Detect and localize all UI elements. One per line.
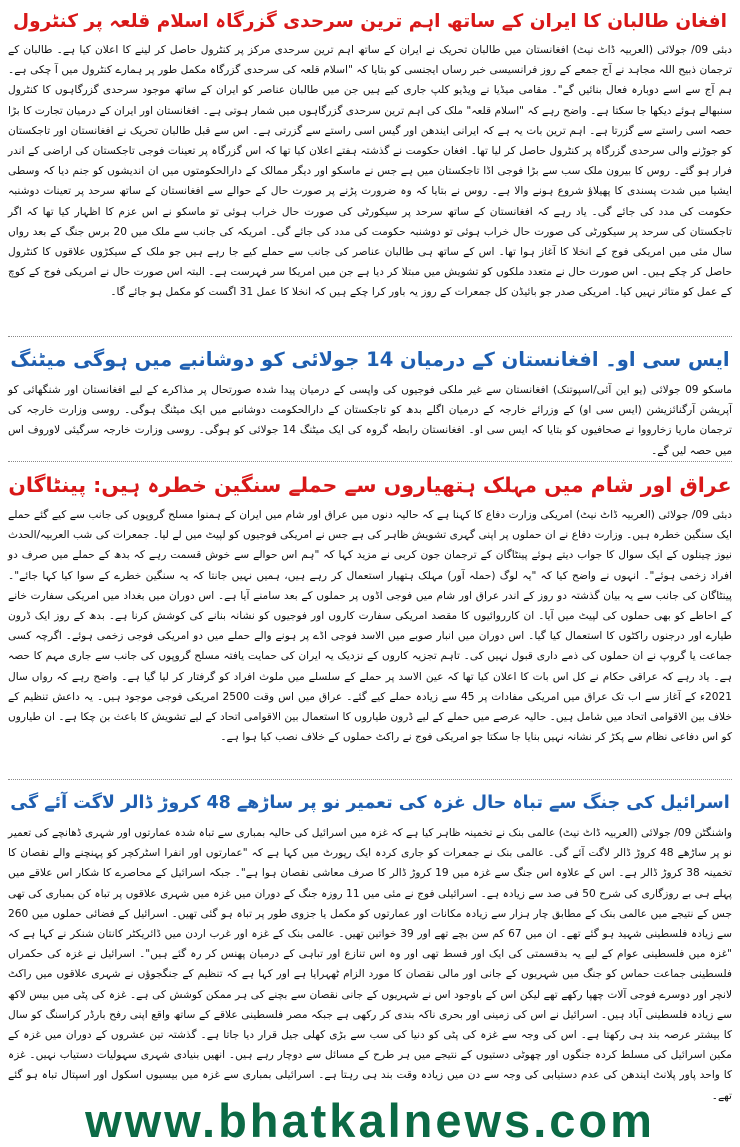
article-gaza-reconstruction [8, 783, 733, 1102]
article-headline: افغان طالبان کا ایران کے ساتھ اہم ترین سرحدی گزرگاہ اسلام قلعہ پر کنٹرول [13, 11, 727, 32]
divider [8, 779, 732, 780]
divider [8, 461, 732, 462]
article-headline: اسرائیل کی جنگ سے تباہ حال غزہ کی تعمیر نو پر ساڑھے 48 کروڑ ڈالر لاگت آئے گی [10, 793, 730, 813]
article-body: واشنگٹن 09/ جولائی (العربیہ ڈاٹ نیٹ) عالمی بنک نے تخمینہ ظاہر کیا ہے کہ غزہ میں اسرائیل کی حالیہ بمباری سے تباہ شدہ عمارتوں اور شہری ڈھانچے کی تعمیر نو پر ساڑھے 48 کروڑ ڈالر لاگت آئے گی۔ عالمی بنک نے جمعرات کو جاری کردہ ایک رپورٹ میں کہا ہے کہ "عمارتوں اور انفرا اسٹرکچر کو پہنچنے والے نقصان کا تخمینہ 38 کروڑ ڈالر ہے۔ اس کے علاوہ اس جنگ سے غزہ میں 19 کروڑ ڈالر کا صرف معاشی نقصان ہوا ہے"۔ جبکہ اسرائیل کے محاصرے کا شکار اس علاقے میں پہلے ہی بے روزگاری کی شرح 50 فی صد سے زیادہ ہے۔ اسرائیلی فوج نے مئی میں 11 روزہ جنگ کے دوران میں غزہ میں شہری علاقوں پر تباہ کن بمباری کی تھی جس کے نتیجے میں عالمی بنک کے مطابق چار ہزار سے زیادہ مکانات اور عمارتوں کو مکمل یا جزوی طور پر تباہ ہو گئی تھیں۔ اسرائیل کے فضائی حملوں میں 260 سے زیادہ فلسطینی شہید ہو گئے تھے۔ ان میں 67 کم سن بچے تھے اور 39 خواتین تھیں۔ عالمی بنک کے غزہ اور غرب اردن میں ڈائریکٹر کانتان شنکر نے کہا ہے کہ "غزہ میں فلسطینی عوام کے لیے یہ بدقسمتی کی ایک اور قسط تھی اور وہ اس تنازع اور تباہی کے درمیان پھنس کر رہ گئے ہیں"۔ اسرائیل نے غزہ کی حکمراں فلسطینی جماعت حماس کو جنگ میں شہریوں کے جانی اور مالی نقصان کا مورد الزام ٹھہرایا ہے اور کہا ہے کہ تنظیم کے جنگجوؤں نے شہری علاقوں میں راکٹ لانچر اور دوسرے فوجی آلات چھپا رکھے تھے لیکن اس کے باوجود اس نے شہریوں کے جانی نقصان سے بچنے کی ہر ممکن کوشش کی ہے۔ غزہ کی پٹی میں بیس لاکھ سے زیادہ فلسطینی آباد ہیں۔ اسرائیل نے اس کی زمینی اور بحری ناکہ بندی کر رکھی ہے جبکہ مصر فلسطینی علاقے کے ساتھ واقع اپنی رفح بارڈر کراسنگ کو سال کا بیشتر عرصہ بند ہی رکھتا ہے۔ اس کی وجہ سے غزہ کی پٹی کو دنیا کی سب سے بڑی کھلی جیل قرار دیا جاتا ہے۔ گذشتہ تین عشروں کے دوران میں غزہ کے مکین اسرائیل کی مسلط کردہ جنگوں اور چھوٹی دستیوں کے نتیجے میں ہر طرح کے مسائل سے دوچار رہے ہیں۔ انھیں بنیادی شہری سہولیات دستیاب نہیں۔ غزہ کا واحد پاور پلانٹ ایندھن کی عدم دستیابی کی وجہ سے دن میں زیادہ وقت بند ہی رہتا ہے۔ اسرائیلی بمباری سے غزہ میں بیسیوں اسکول اور اسپتال تباہ ہو گئے تھے۔ [8, 827, 733, 1102]
article-pentagon-iraq-syria [8, 465, 732, 795]
site-watermark: www.bhatkalnews.com [85, 1094, 655, 1147]
article-body: دبئی 09/ جولائی (العربیہ ڈاٹ نیٹ) امریکی وزارت دفاع کا کہنا ہے کہ حالیہ دنوں میں عراق اور شام میں ایران کے ہمنوا مسلح گروپوں کی جانب سے کیے گئے حملے ایک سنگین خطرہ ہیں۔ وزارت دفاع نے ان حملوں پر اپنی گہری تشویش ظاہر کی ہے جس نے امریکی فوجیوں کو لپیٹ میں لے لیا۔ جمعرات کی شب العربیہ/الحدث نیوز چینلوں کے ایک سوال کا جواب دیتے ہوئے پینٹاگان کے ترجمان جون کربی نے مزید کہا کہ "ہم اس حوالے سے خوش قسمت رہے کہ بدھ کے حملے میں صرف دو افراد زخمی ہوئے"۔ انہوں نے واضح کیا کہ "یہ لوگ (حملہ آور) مہلک ہتھیار استعمال کر رہے ہیں، ہمیں نہیں جانتا کہ یہ سنگین خطرے کے سوا کیا کہا جائے"۔ پینٹاگان کی جانب سے یہ بیان گذشتہ دو روز کے اندر عراق اور شام میں فوجی اڈوں پر حملوں کے بعد سامنے آیا ہے۔ اس دوران میں بغداد میں امریکی سفارت خانے کے احاطے کو بھی حملوں کی لپیٹ میں آیا۔ ان کارروائیوں کا مقصد امریکی سفارت کاروں اور فوجیوں کو نشانہ بنانے کی کوشش کرنا ہے۔ بدھ کے روز ایک ڈرون طیارے اور درجنوں راکٹوں کا استعمال کیا گیا۔ اس دوران میں انبار صوبے میں الاسد فوجی اڈے پر ہونے والے حملے میں دو امریکی فوجی زخمی ہوئے۔ اگرچہ کسی جماعت یا گروپ نے ان حملوں کی ذمے داری قبول نہیں کی۔ تاہم تجزیہ کاروں کے نزدیک یہ ایران کی حمایت یافتہ مسلح گروپوں کی جانب سے جاری مہم کا حصہ ہے۔ یاد رہے کہ عراقی حکام نے کل اس بات کا اعلان کیا تھا کہ عین الاسد پر حملے کے سلسلے میں ملوث افراد کو گرفتار کر لیا گیا ہے۔ واضح رہے کہ رواں سال 2021ء کے آغاز سے اب تک عراق میں امریکی مفادات پر 45 سے زیادہ حملے کیے گئے۔ عراق میں اس وقت 2500 امریکی فوجی موجود ہیں۔ یہ داعش تنظیم کے خلاف بین الاقوامی اتحاد میں شامل ہیں۔ حالیہ عرصے میں حملے کے لیے ڈرون طیاروں کا استعمال بین الاقوامی اتحاد کے لیے تشویش کا باعث بن چکا ہے۔ ان طیاروں کو اس دفاعی نظام سے پکڑ کر نشانہ نہیں بنایا جا سکتا جو امریکی فوج نے راکٹ حملوں کے خلاف نصب کیا ہوا ہے۔ [8, 509, 733, 744]
article-taliban-islam-qala [8, 4, 732, 330]
article-sco-afghanistan [8, 340, 732, 470]
article-headline: ایس سی او۔ افغانستان کے درمیان 14 جولائی کو دوشانبے میں ہوگی میٹنگ [10, 348, 730, 371]
divider [8, 336, 732, 337]
article-body: ماسکو 09 جولائی (یو این آئی/اسپوتنک) افغانستان سے غیر ملکی فوجیوں کی واپسی کے درمیان پیدا شدہ صورتحال پر مذاکرے کے لیے افغانستان اور شنگھائی کو آپریشن آرگنائزیشن (ایس سی او) کے وزرائے خارجہ کے درمیان اگلے بدھ کو تاجکستان کے دارالحکومت دوشانبے میں ایک میٹنگ ہوگی۔ روسی وزارت خارجہ کی ترجمان ماریا زخارووا نے صحافیوں کو بتایا کہ ایس سی او۔ افغانستان رابطہ گروہ کی ایک میٹنگ 14 جولائی کو ہوگی۔ روسی وزارت خارجہ سرگیئی لاوروف اس میں حصہ لیں گے۔ [8, 384, 733, 457]
article-headline: عراق اور شام میں مہلک ہتھیاروں سے حملے سنگین خطرہ ہیں: پینٹاگان [8, 473, 732, 497]
article-body: دبئی 09/ جولائی (العربیہ ڈاٹ نیٹ) افغانستان میں طالبان تحریک نے ایران کے ساتھ اہم ترین سرحدی مرکز پر کنٹرول حاصل کر لینے کا اعلان کیا ہے۔ طالبان کے ترجمان ذبیح اللہ مجاہد نے آج جمعے کے روز فرانسیسی خبر رساں ایجنسی کو بتایا کہ "اسلام قلعہ کی سرحدی گزرگاہ مکمل طور پر ہمارے کنٹرول میں آ چکی ہے۔ ہم آج سے اسے دوبارہ فعال بنائیں گے"۔ مقامی میڈیا نے ویڈیو کلپ جاری کیے ہیں جن میں طالبان عناصر کو ایران کے ساتھ موجود سرحدی گزرگاہوں کا کنٹرول سنبھالے ہوئے دیکھا جا سکتا ہے۔ واضح رہے کہ "اسلام قلعہ" ملک کی اہم ترین سرحدی گزرگاہوں میں شمار ہوتی ہے۔ افغانستان اور ایران کے درمیان تجارت کا بڑا حصہ اسی راستے سے گزرتا ہے۔ اہم ترین بات یہ ہے کہ ایرانی ایندھن اور گیس اسی راستے سے گزرتی ہے۔ اس سے قبل طالبان تحریک نے افغانستان اور تاجکستان کو جوڑنے والی سرحدی گزرگاہ پر کنٹرول حاصل کر لیا تھا۔ افغان حکومت نے گذشتہ ہفتے اعلان کیا تھا کہ اس گزرگاہ پر تعینات فوجی تاجکستان کی اراضی کے اندر فرار ہو گئے۔ روس کا بیرون ملک سب سے بڑا فوجی اڈا تاجکستان میں ہے جس نے ماسکو اور دیگر ممالک کے دارالحکومتوں میں ان اندیشوں کو جنم دیا کہ وسطی ایشیا میں شدت پسندی کا پھیلاؤ شروع ہونے والا ہے۔ روس نے بتایا کہ وہ ضرورت پڑنے پر صورت حال کے حوالے سے افغانستان کے ساتھ سرحد پر تعینات دوشنبہ حکومت کی مدد کی جائے گی۔ یاد رہے کہ افغانستان کے ساتھ سرحد پر سیکورٹی کی صورت حال خراب ہوئی تو ماسکو نے اس عزم کا اظہار کیا تھا کہ اگر تاجکستان کی سرحد پر سیکورٹی کی صورت حال خراب ہوئی تو دوشنبہ حکومت کی مدد کی جائے گی۔ امریکہ کی جانب سے ملک میں 20 برس جنگ کے بعد رواں سال مئی میں امریکی فوج کے انخلا کا آغاز ہوا تھا۔ اس کے ساتھ ہی طالبان عناصر کی جانب سے حملے کیے جا رہے ہیں جو ملک کے سیکڑوں علاقوں کا کنٹرول حاصل کر چکے ہیں۔ اس صورت حال نے متعدد ملکوں کو تشویش میں مبتلا کر دیا ہے جن میں امریکا سر فہرست ہے۔ البتہ اس صورت حال نے امریکی فوج کے کوچ کے عمل کو متاثر نہیں کیا۔ امریکی صدر جو بائیڈن کل جمعرات کے روز یہ باور کرا چکے ہیں کہ انخلا کا عمل 31 اگست کو مکمل ہو جائے گا۔ [8, 44, 733, 299]
